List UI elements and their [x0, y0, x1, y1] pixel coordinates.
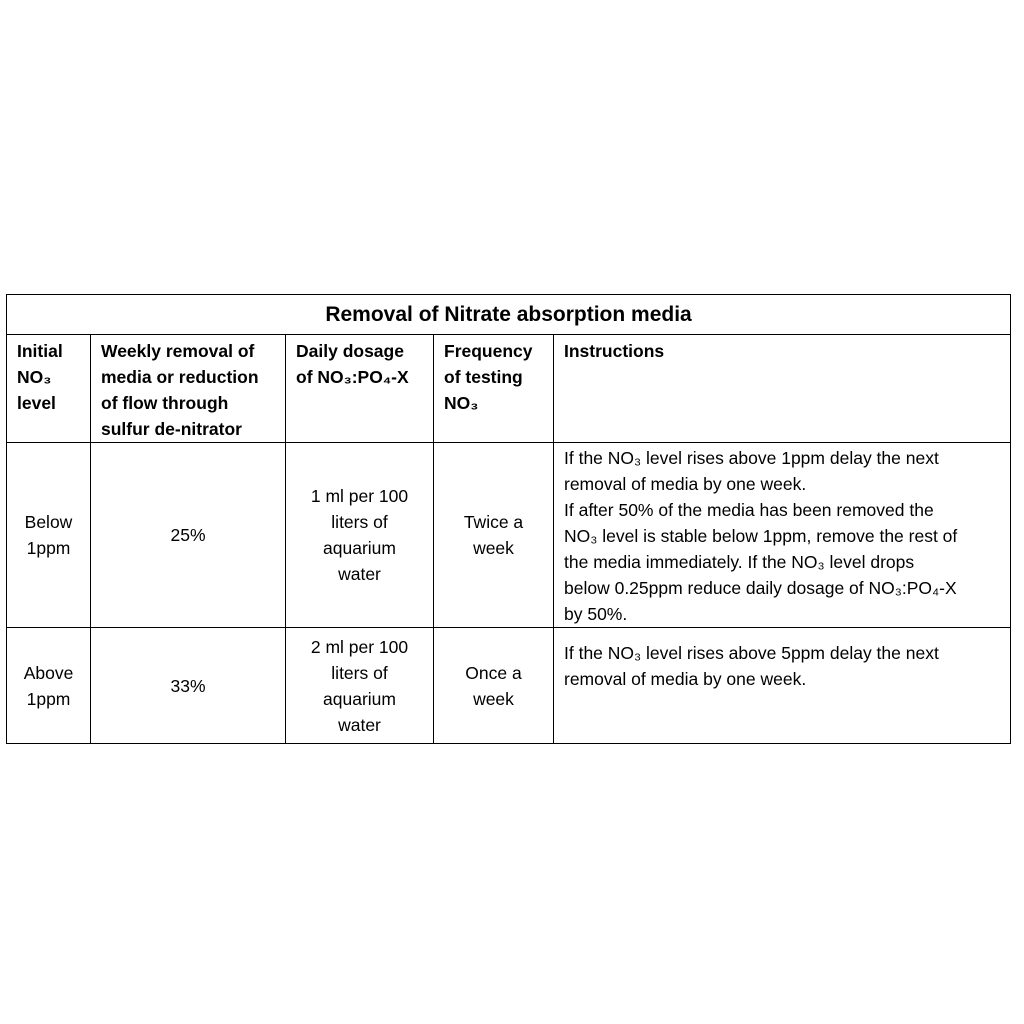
- cell-line: 1ppm: [26, 688, 71, 709]
- table-header-row: [7, 335, 1011, 443]
- cell-line: Once a: [465, 662, 522, 683]
- header-line: Weekly removal of: [101, 341, 255, 361]
- table-row: [7, 628, 1011, 744]
- cell-line: Above: [23, 662, 74, 683]
- cell-initial-level: [7, 443, 91, 628]
- header-line: of flow through: [101, 393, 229, 413]
- instruction-line: If the NO₃ level rises above 1ppm delay the next: [564, 448, 939, 468]
- instruction-line: If the NO₃ level rises above 5ppm delay the next: [564, 643, 939, 663]
- header-line: level: [17, 393, 56, 413]
- cell-weekly-removal: 33%: [91, 628, 286, 744]
- cell-line: liters of: [331, 512, 388, 532]
- instruction-line: by 50%.: [564, 604, 628, 624]
- header-frequency: [434, 335, 554, 443]
- cell-instructions: [554, 443, 1011, 628]
- instruction-line: removal of media by one week.: [564, 669, 807, 689]
- header-line: Instructions: [564, 341, 665, 361]
- cell-line: 1ppm: [26, 538, 71, 558]
- cell-line: week: [473, 688, 514, 709]
- cell-line: Twice a: [463, 512, 524, 532]
- header-line: Frequency: [444, 341, 533, 361]
- header-line: Daily dosage: [296, 341, 404, 361]
- cell-line: 2 ml per 100: [310, 636, 409, 657]
- header-line: Initial: [17, 341, 63, 361]
- cell-line: aquarium: [323, 688, 396, 709]
- cell-line: aquarium: [323, 538, 396, 558]
- header-line: sulfur de-nitrator: [101, 419, 242, 439]
- instruction-line: the media immediately. If the NO₃ level drops: [564, 552, 915, 572]
- cell-line: water: [338, 714, 381, 735]
- instruction-line: NO₃ level is stable below 1ppm, remove the rest of: [564, 526, 958, 546]
- header-line: NO₃: [444, 393, 479, 413]
- header-line: of NO₃:PO₄-X: [296, 367, 409, 387]
- header-line: media or reduction: [101, 367, 259, 387]
- header-weekly-removal: [91, 335, 286, 443]
- table-title-row: [7, 295, 1011, 335]
- header-line: of testing: [444, 367, 523, 387]
- cell-line: liters of: [331, 662, 388, 683]
- nitrate-removal-table: [6, 294, 1011, 744]
- header-daily-dosage: [286, 335, 434, 443]
- cell-line: water: [338, 564, 381, 584]
- cell-line: Below: [24, 512, 73, 532]
- cell-weekly-removal: 25%: [91, 443, 286, 628]
- instruction-line: If after 50% of the media has been removed the: [564, 500, 934, 520]
- instruction-line: removal of media by one week.: [564, 474, 807, 494]
- cell-frequency: [434, 443, 554, 628]
- header-instructions: [554, 335, 1011, 443]
- instruction-line: below 0.25ppm reduce daily dosage of NO₃:PO₄-X: [564, 578, 957, 598]
- header-line: NO₃: [17, 367, 52, 387]
- header-initial-level: [7, 335, 91, 443]
- nitrate-removal-table-container: [6, 294, 1010, 744]
- cell-daily-dosage: [286, 628, 434, 744]
- cell-instructions: [554, 628, 1011, 744]
- cell-line: 1 ml per 100: [310, 486, 409, 506]
- cell-daily-dosage: [286, 443, 434, 628]
- table-row: [7, 443, 1011, 628]
- table-title: Removal of Nitrate absorption media: [7, 295, 1011, 335]
- cell-frequency: [434, 628, 554, 744]
- cell-initial-level: [7, 628, 91, 744]
- cell-line: week: [473, 538, 514, 558]
